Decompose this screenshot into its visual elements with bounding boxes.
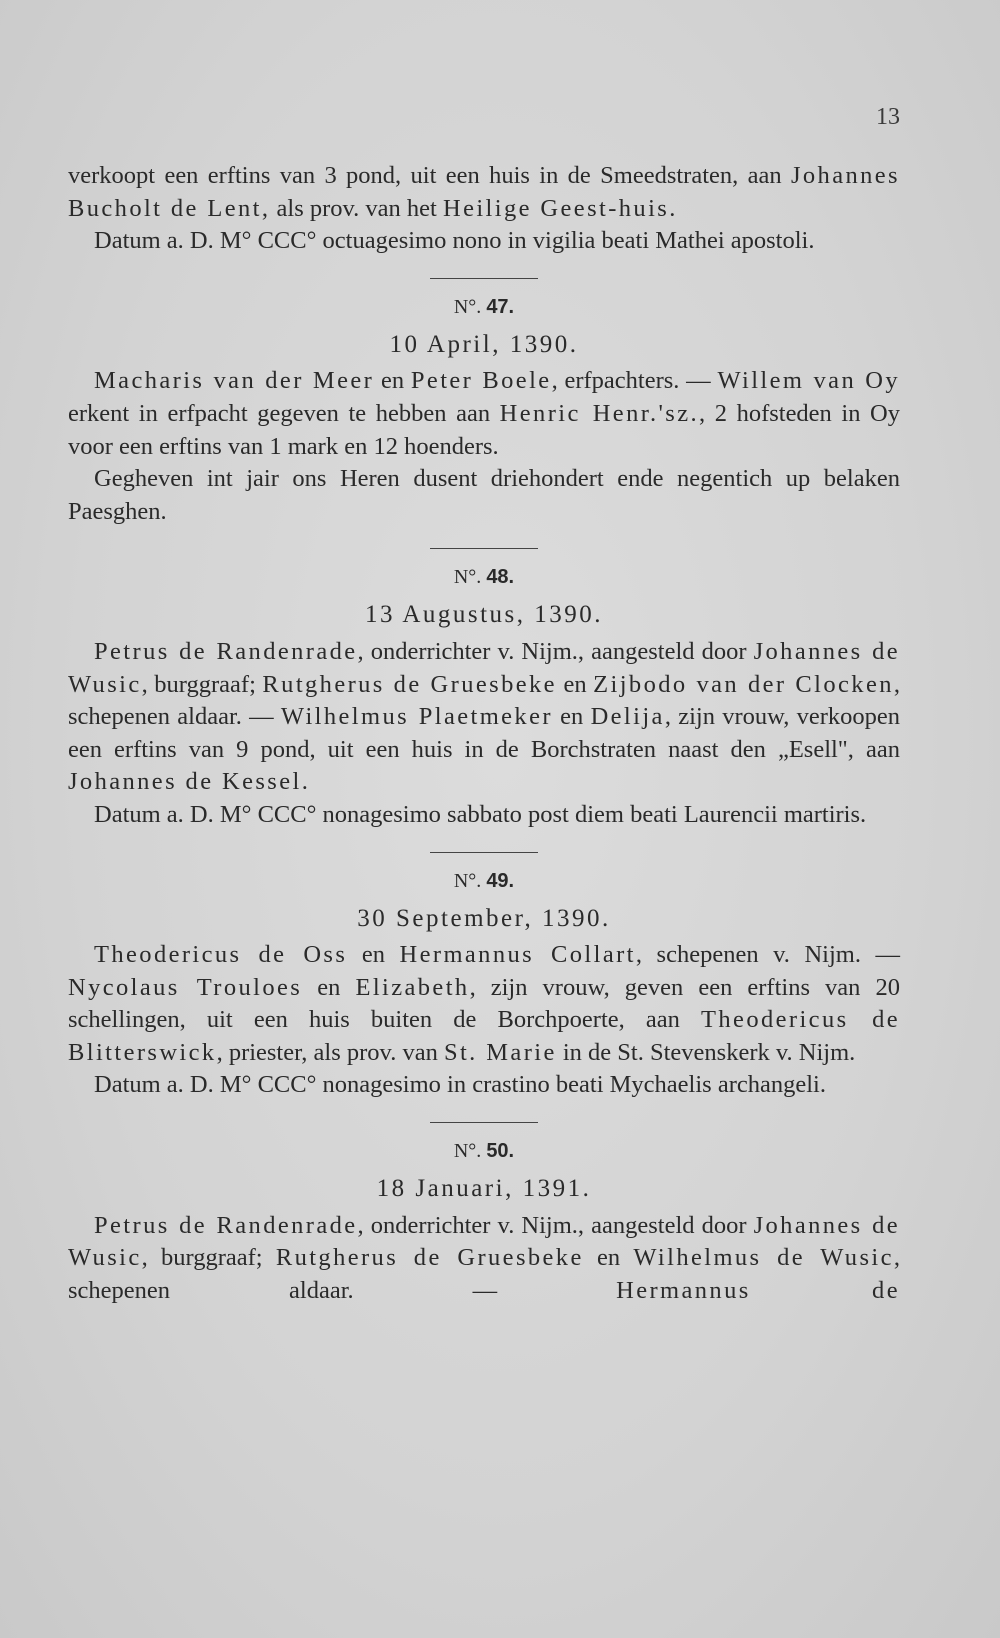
text-run: . xyxy=(301,768,308,796)
person-name: Delija xyxy=(590,703,665,731)
charter-entry-49 xyxy=(68,867,900,1103)
text-run: , schepenen aldaar. — xyxy=(68,670,900,731)
entry-number-prefix: N°. xyxy=(453,869,482,892)
person-name: Wilhelmus Plaetmeker xyxy=(280,703,553,731)
entry-summary xyxy=(68,1210,900,1308)
text-run: , burggraaf; xyxy=(141,1244,276,1272)
entry-summary xyxy=(68,365,900,463)
text-run: , onderrichter v. Nijm., aangesteld door xyxy=(357,637,754,665)
person-name: Zijbodo van der Clocken xyxy=(593,670,894,698)
entry-summary xyxy=(68,939,900,1069)
entry-datum: Datum a. D. M° CCC° nonagesimo sabbato post diem beati Laurencii martiris. xyxy=(94,800,867,828)
text-run: in de St. Stevenskerk v. Nijm. xyxy=(556,1038,856,1066)
section-divider xyxy=(430,278,538,279)
text-run: , schepenen aldaar. — xyxy=(68,1244,901,1304)
entry-summary xyxy=(68,636,900,799)
entry-date: 10 April, 1390. xyxy=(389,330,579,358)
section-divider xyxy=(430,1122,538,1123)
person-name: Elizabeth xyxy=(355,973,470,1001)
entry-number-value: 50. xyxy=(486,1140,515,1163)
entry-number xyxy=(68,563,900,591)
text-run: , schepenen v. Nijm. — xyxy=(635,941,900,969)
section-divider xyxy=(430,548,538,549)
entry-number-value: 48. xyxy=(486,566,515,589)
person-name: Willem van Oy xyxy=(717,367,901,395)
person-name: Peter Boele xyxy=(410,367,552,395)
entry-number xyxy=(68,293,900,321)
person-name: Nycolaus Trouloes xyxy=(68,973,303,1001)
person-name: Johannes de Wusic xyxy=(68,637,901,698)
person-name: Johannes de Kessel xyxy=(68,768,302,796)
text-run: en xyxy=(552,703,591,731)
datum-line: Datum a. D. M° CCC° octuagesimo nono in vigilia beati Mathei apostoli. xyxy=(94,227,815,255)
charter-entry-48 xyxy=(68,563,900,831)
text-run: en xyxy=(583,1244,634,1272)
person-name: Wilhelmus de Wusic xyxy=(633,1244,894,1272)
person-name: Rutgherus de Gruesbeke xyxy=(275,1244,584,1272)
person-name: Johannes Bucholt de Lent, xyxy=(68,162,900,222)
entry-number-prefix: N°. xyxy=(453,566,482,589)
entry-date: 13 Augustus, 1390. xyxy=(364,601,604,629)
entry-number-prefix: N°. xyxy=(453,1140,482,1163)
entry-number-value: 47. xyxy=(486,295,515,318)
page-content xyxy=(68,160,900,1307)
institution-name: St. Marie xyxy=(443,1038,557,1066)
text-run: en xyxy=(556,670,594,698)
entry-number-value: 49. xyxy=(486,869,515,892)
entry-number xyxy=(68,867,900,895)
text-run: , 2 hofsteden in Oy voor een erftins van 1 mark en 12 hoenders. xyxy=(68,399,900,460)
intro-paragraph xyxy=(68,160,900,225)
person-name: Theodericus de Blitterswick xyxy=(68,1006,900,1066)
text-run: , zijn vrouw, verkoopen een erftins van 9 pond, uit een huis in de Borchstraten naast den „Esell", aan xyxy=(68,703,901,763)
text-run: erkent in erfpacht gegeven te hebben aan xyxy=(68,399,500,427)
entry-datum: Gegheven int jair ons Heren dusent driehondert ende negentich up belaken Paesghen. xyxy=(68,465,900,525)
person-name: Macharis van der Meer xyxy=(94,367,375,395)
person-name: Rutgherus de Gruesbeke xyxy=(262,670,557,698)
charter-entry-50 xyxy=(68,1137,900,1307)
person-name: Petrus de Randenrade xyxy=(94,637,358,665)
text-run: , burggraaf; xyxy=(141,670,263,698)
entry-datum: Datum a. D. M° CCC° nonagesimo in crastino beati Mychaelis archangeli. xyxy=(94,1071,826,1099)
person-name: Henric Henr.'sz. xyxy=(499,399,700,427)
entry-date: 18 Januari, 1391. xyxy=(376,1175,592,1203)
person-name: Petrus de Randenrade xyxy=(94,1211,358,1239)
charter-entry-47 xyxy=(68,293,900,529)
text-run: . xyxy=(669,194,676,222)
text-run: , zijn vrouw, geven een erftins van 20 schellingen, uit een huis buiten de Borchpoerte, aan xyxy=(68,973,900,1034)
text-run: , onderrichter v. Nijm., aangesteld door xyxy=(357,1211,754,1239)
text-run: en xyxy=(374,367,411,395)
entry-number xyxy=(68,1137,900,1165)
person-name: Hermannus de xyxy=(616,1276,900,1304)
text-run: , priester, als prov. van xyxy=(216,1038,444,1066)
section-divider xyxy=(430,852,538,853)
institution-name: Heilige Geest-huis xyxy=(442,194,670,222)
person-name: Johannes de Wusic xyxy=(68,1211,901,1272)
person-name: Theodericus de Oss xyxy=(94,941,348,969)
text-run: en xyxy=(302,973,356,1001)
text-run: verkoopt een erftins van 3 pond, uit een huis in de Smeedstraten, aan xyxy=(68,162,791,189)
page-number: 13 xyxy=(876,104,900,130)
entry-number-prefix: N°. xyxy=(453,295,482,318)
entry-date: 30 September, 1390. xyxy=(357,904,611,932)
person-name: Hermannus Collart xyxy=(399,941,636,969)
text-run: en xyxy=(347,941,400,969)
text-run: als prov. van het xyxy=(270,194,443,222)
text-run: , erfpachters. — xyxy=(551,367,718,395)
